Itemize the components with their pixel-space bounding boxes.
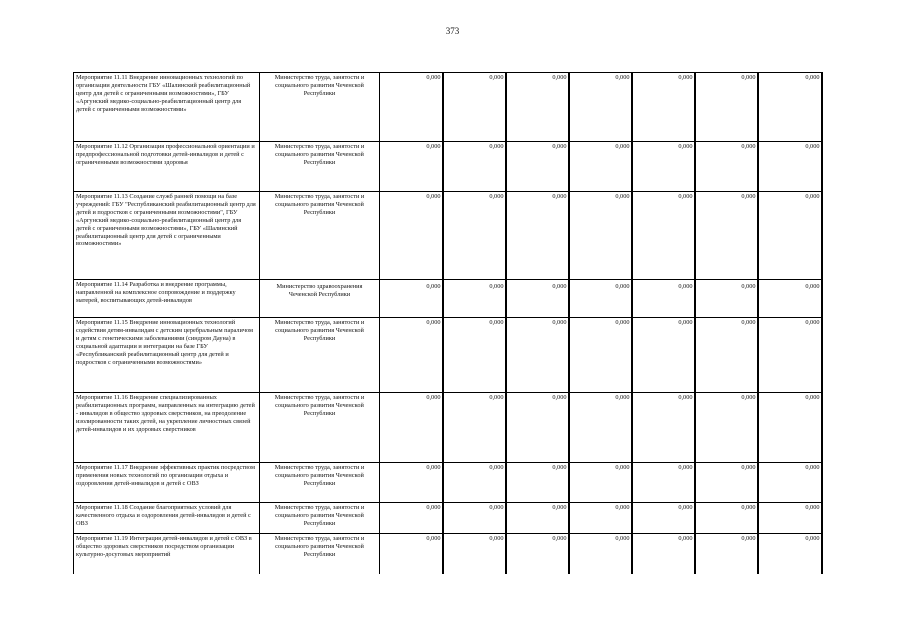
funding-value: 0,000 — [758, 463, 822, 503]
activity-description: Мероприятие 11.16 Внедрение специализированных реабилитационных программ, направленных на интеграцию детей - инвалидов в общество здоровых сверстников, на преодоление изолированности таких детей, на укрепление личностных связей детей-инвалидов и их здоровых сверстников — [74, 393, 260, 463]
funding-value: 0,000 — [695, 192, 758, 280]
table-row — [74, 192, 822, 280]
funding-value: 0,000 — [569, 393, 632, 463]
funding-value: 0,000 — [506, 393, 569, 463]
funding-value: 0,000 — [632, 463, 695, 503]
responsible-executor: Министерство труда, занятости и социального развития Чеченской Республики — [260, 142, 380, 192]
funding-value: 0,000 — [380, 393, 443, 463]
funding-value: 0,000 — [380, 192, 443, 280]
funding-value: 0,000 — [380, 142, 443, 192]
table-row — [74, 393, 822, 463]
activity-description: Мероприятие 11.13 Создание служб ранней помощи на базе учреждений: ГБУ "Республиканский реабилитационный центр для детей и подростков с ограниченными возможностями", ГБУ «Аргунский медико-социально-реабилитационный центр для детей с ограниченными возможностями», ГБУ «Шалинский реабилитационный центр для детей с ограниченными возможностями» — [74, 192, 260, 280]
funding-value: 0,000 — [632, 393, 695, 463]
funding-value: 0,000 — [758, 503, 822, 534]
funding-value: 0,000 — [380, 280, 443, 318]
activity-description: Мероприятие 11.14 Разработка и внедрение программы, направленной на комплексное сопровождение и поддержку матерей, воспитывающих детей-инвалидов — [74, 280, 260, 318]
funding-value: 0,000 — [695, 534, 758, 574]
funding-value: 0,000 — [569, 192, 632, 280]
table-row — [74, 142, 822, 192]
table-row — [74, 503, 822, 534]
funding-value: 0,000 — [569, 318, 632, 393]
funding-value: 0,000 — [443, 503, 506, 534]
funding-value: 0,000 — [695, 142, 758, 192]
funding-value: 0,000 — [632, 503, 695, 534]
funding-value: 0,000 — [758, 318, 822, 393]
funding-value: 0,000 — [380, 318, 443, 393]
responsible-executor: Министерство здравоохранения Чеченской Республики — [260, 280, 380, 318]
funding-value: 0,000 — [443, 280, 506, 318]
funding-value: 0,000 — [506, 192, 569, 280]
funding-value: 0,000 — [632, 318, 695, 393]
table-row — [74, 73, 822, 142]
page-number: 373 — [445, 26, 460, 36]
table-row — [74, 318, 822, 393]
funding-value: 0,000 — [506, 142, 569, 192]
funding-table — [73, 72, 823, 574]
funding-value: 0,000 — [632, 280, 695, 318]
funding-value: 0,000 — [695, 463, 758, 503]
funding-value: 0,000 — [443, 393, 506, 463]
responsible-executor: Министерство труда, занятости и социального развития Чеченской Республики — [260, 318, 380, 393]
activity-description: Мероприятие 11.15 Внедрение инновационных технологий содействия детям-инвалидам с детским церебральным параличом и детям с генетическими заболеваниями (синдром Дауна) в социальной адаптации и интеграции на базе ГБУ «Республиканский реабилитационный центр для детей и подростков с ограниченными возможностями» — [74, 318, 260, 393]
funding-value: 0,000 — [443, 534, 506, 574]
funding-value: 0,000 — [695, 280, 758, 318]
funding-value: 0,000 — [758, 280, 822, 318]
funding-value: 0,000 — [506, 503, 569, 534]
activity-description: Мероприятие 11.19 Интеграция детей-инвалидов и детей с ОВЗ в общество здоровых сверстников посредством организации культурно-досуговых мероприятий — [74, 534, 260, 574]
funding-value: 0,000 — [632, 142, 695, 192]
responsible-executor: Министерство труда, занятости и социального развития Чеченской Республики — [260, 393, 380, 463]
funding-value: 0,000 — [632, 534, 695, 574]
funding-value: 0,000 — [506, 534, 569, 574]
funding-value: 0,000 — [632, 73, 695, 142]
funding-value: 0,000 — [569, 142, 632, 192]
responsible-executor: Министерство труда, занятости и социального развития Чеченской Республики — [260, 463, 380, 503]
responsible-executor: Министерство труда, занятости и социального развития Чеченской Республики — [260, 534, 380, 574]
funding-value: 0,000 — [758, 73, 822, 142]
activity-description: Мероприятие 11.11 Внедрение инновационных технологий по организации деятельности ГБУ «Шалинский реабилитационный центр для детей с ограниченными возможностями», ГБУ «Аргунский медико-социально-реабилитационный центр для детей с ограниченными возможностями» — [74, 73, 260, 142]
funding-value: 0,000 — [443, 73, 506, 142]
activity-description: Мероприятие 11.18 Создание благоприятных условий для качественного отдыха и оздоровления детей-инвалидов и детей с ОВЗ — [74, 503, 260, 534]
funding-value: 0,000 — [569, 73, 632, 142]
funding-value: 0,000 — [443, 463, 506, 503]
funding-value: 0,000 — [380, 534, 443, 574]
funding-value: 0,000 — [632, 192, 695, 280]
responsible-executor: Министерство труда, занятости и социального развития Чеченской Республики — [260, 503, 380, 534]
funding-value: 0,000 — [506, 463, 569, 503]
responsible-executor: Министерство труда, занятости и социального развития Чеченской Республики — [260, 73, 380, 142]
activity-description: Мероприятие 11.12 Организация профессиональной ориентации и предпрофессиональной подготовки детей-инвалидов и детей с ограниченными возможностями здоровья — [74, 142, 260, 192]
funding-value: 0,000 — [695, 393, 758, 463]
funding-value: 0,000 — [758, 534, 822, 574]
funding-value: 0,000 — [443, 318, 506, 393]
funding-value: 0,000 — [695, 503, 758, 534]
funding-value: 0,000 — [506, 280, 569, 318]
funding-value: 0,000 — [758, 393, 822, 463]
funding-value: 0,000 — [569, 503, 632, 534]
funding-value: 0,000 — [758, 142, 822, 192]
funding-value: 0,000 — [569, 534, 632, 574]
responsible-executor: Министерство труда, занятости и социального развития Чеченской Республики — [260, 192, 380, 280]
funding-value: 0,000 — [758, 192, 822, 280]
funding-value: 0,000 — [380, 73, 443, 142]
funding-value: 0,000 — [380, 503, 443, 534]
funding-value: 0,000 — [569, 280, 632, 318]
funding-value: 0,000 — [506, 73, 569, 142]
table-row — [74, 463, 822, 503]
funding-value: 0,000 — [506, 318, 569, 393]
funding-value: 0,000 — [443, 192, 506, 280]
funding-value: 0,000 — [695, 318, 758, 393]
table-row — [74, 280, 822, 318]
funding-value: 0,000 — [380, 463, 443, 503]
table-row — [74, 534, 822, 574]
funding-value: 0,000 — [695, 73, 758, 142]
funding-value: 0,000 — [569, 463, 632, 503]
funding-value: 0,000 — [443, 142, 506, 192]
activity-description: Мероприятие 11.17 Внедрение эффективных практик посредством применения новых технологий по организации отдыха и оздоровления детей-инвалидов и детей с ОВЗ — [74, 463, 260, 503]
